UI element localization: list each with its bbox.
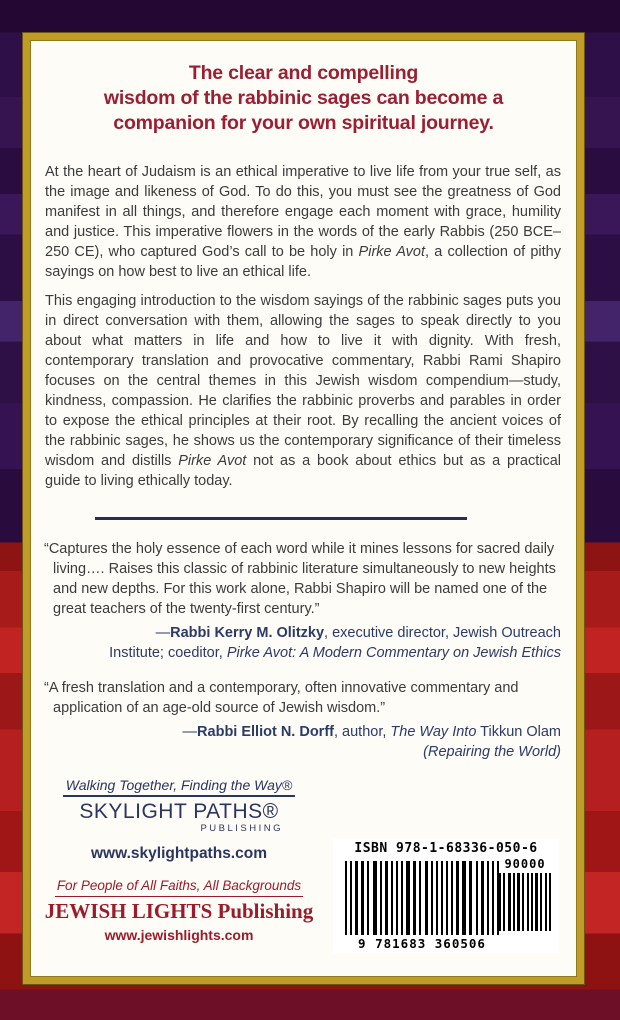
skylight-paths-block xyxy=(43,777,315,863)
review-attribution-1: —Rabbi Kerry M. Olitzky, executive director, Jewish Outreach Institute; coeditor, Pirke Avot: A Modern Commentary on Jewish Ethics xyxy=(109,625,561,661)
jewish-lights-block xyxy=(43,877,315,943)
cover-text xyxy=(31,41,576,783)
skylight-publishing-label: PUBLISHING xyxy=(200,823,283,834)
jewish-lights-url: www.jewishlights.com xyxy=(104,927,254,943)
barcode-supplement xyxy=(499,857,551,931)
review-attribution-2: —Rabbi Elliot N. Dorff, author, The Way Into Tikkun Olam (Repairing the World) xyxy=(182,724,561,760)
review-quote-2: “A fresh translation and a contemporary, often innovative commentary and application of an age-old source of Jewish wisdom.” xyxy=(44,680,519,716)
barcode-supplement-number: 90000 xyxy=(504,857,546,871)
barcode-digits: 9 781683 360506 xyxy=(358,936,486,951)
body-paragraph-2: This engaging introduction to the wisdom sayings of the rabbinic sages puts you in direct conversation with them, allowing the sages to speak directly to you about what matters in life and how to live it with dignity. With fresh, contemporary translation and provocative commentary, Rabbi Rami Shapiro focuses on the central themes in this Jewish wisdom compendium—study, kindness, compassion. He clarifies the rabbinic proverbs and parables in order to expose the ethical principles at their root. By recalling the ancient voices of the rabbinic sages, he shows us the contemporary significance of their timeless wisdom and distills Pirke Avot not as a book about ethics but as a practical guide to living ethically today. xyxy=(45,293,561,489)
skylight-url: www.skylightpaths.com xyxy=(91,845,267,862)
barcode-box xyxy=(333,839,559,953)
jewish-lights-logo: JEWISH LIGHTS Publishing xyxy=(44,899,314,923)
supplement-barcode xyxy=(499,873,551,931)
skylight-tagline: Walking Together, Finding the Way® xyxy=(63,777,295,797)
jewish-lights-tagline: For People of All Faiths, All Backgrounds xyxy=(55,878,303,897)
skylight-paths-logo: SKYLIGHT PATHS® xyxy=(79,800,279,823)
headline-line-2: wisdom of the rabbinic sages can become a xyxy=(103,87,504,109)
headline xyxy=(31,61,576,136)
headline-line-1: The clear and compelling xyxy=(188,62,419,84)
gold-frame xyxy=(22,32,585,985)
ean-barcode xyxy=(345,861,499,935)
body-paragraph-1: At the heart of Judaism is an ethical imperative to live life from your true self, as the image and likeness of God. To do this, you must see the greatness of God manifest in all things, and therefore engage each moment with grace, humility and justice. This imperative flowers in the words of the early Rabbis (250 BCE–250 CE), who captured God’s call to be holy in Pirke Avot, a collection of pithy sayings on how best to live an ethical life. xyxy=(45,164,561,280)
divider-rule xyxy=(95,517,467,520)
headline-line-3: companion for your own spiritual journey. xyxy=(113,112,494,134)
isbn-label: ISBN 978-1-68336-050-6 xyxy=(354,841,538,856)
content-area xyxy=(30,40,577,977)
review-quote-1: “Captures the holy essence of each word while it mines lessons for sacred daily living…. Raises this classic of rabbinic literature simultaneously to new heights and new depths. For this work alone, Rabbi Shapiro will be named one of the great teachers of the twenty-first century.” xyxy=(44,541,556,617)
